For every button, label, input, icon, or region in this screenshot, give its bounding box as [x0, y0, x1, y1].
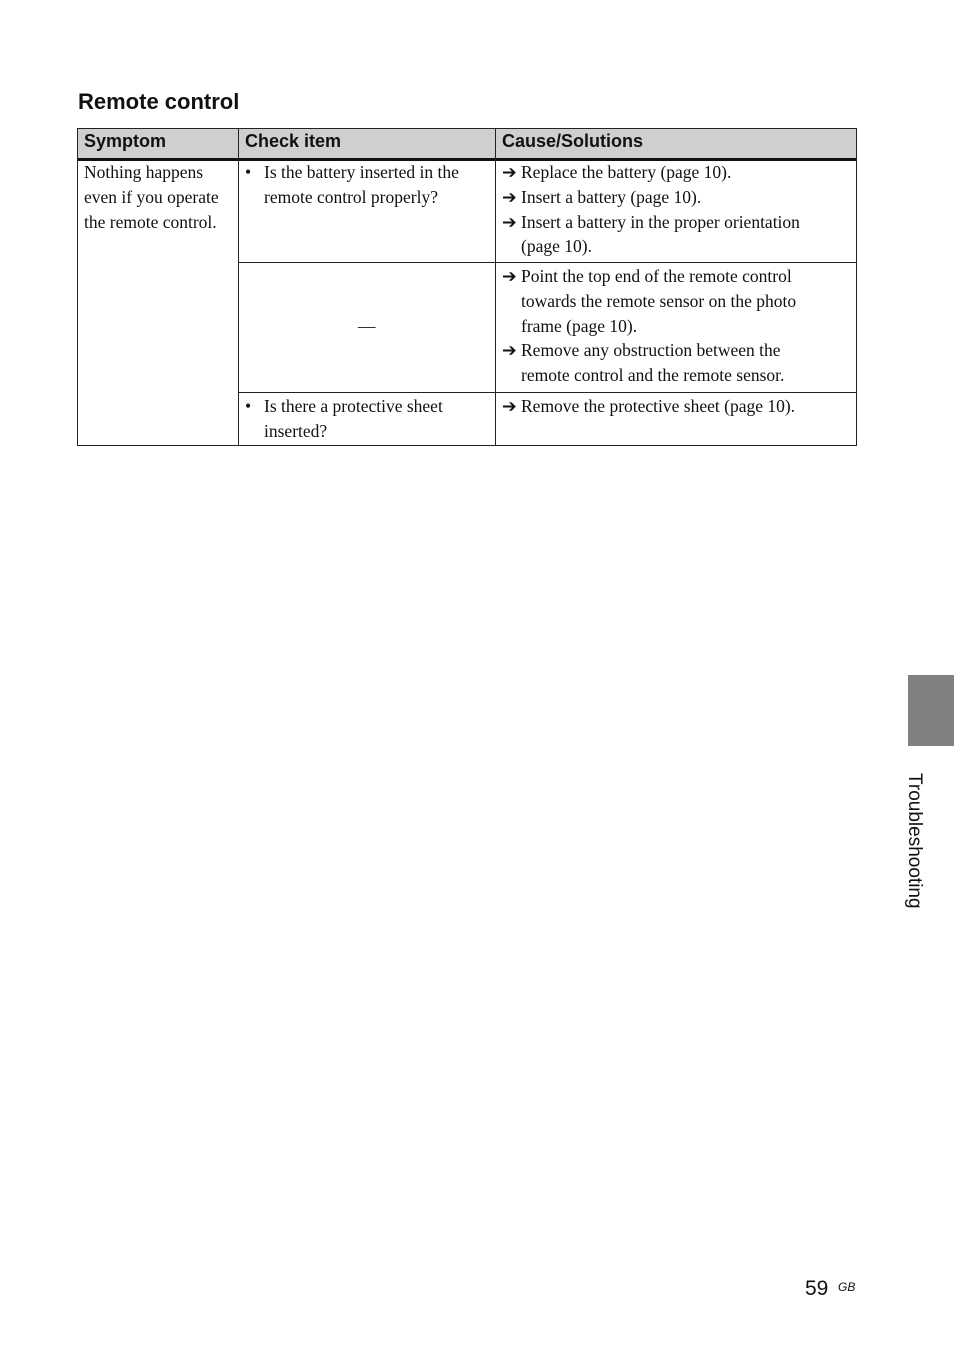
- arrow-icon: ➔: [502, 162, 517, 182]
- check-line: remote control properly?: [264, 186, 438, 207]
- arrow-icon: ➔: [502, 340, 517, 361]
- solution-line: Point the top end of the remote control: [521, 266, 792, 286]
- solution-line: (page 10).: [521, 236, 592, 257]
- solution-item: [502, 338, 796, 388]
- column-divider: [238, 129, 239, 445]
- solution-line: Remove the protective sheet (page 10).: [521, 396, 796, 416]
- check-line: Is the battery inserted in the: [264, 162, 459, 182]
- solutions-cell: [502, 160, 800, 259]
- solution-line: Replace the battery (page 10).: [521, 162, 732, 182]
- arrow-icon: ➔: [502, 211, 517, 232]
- solution-line: remote control and the remote sensor.: [521, 365, 785, 386]
- bullet-icon: •: [245, 162, 252, 182]
- solution-line: Remove any obstruction between the: [521, 340, 781, 361]
- symptom-line: the remote control.: [84, 211, 217, 232]
- solution-item: [502, 160, 800, 185]
- bullet-icon: •: [245, 396, 252, 416]
- section-title: Remote control: [78, 89, 240, 114]
- check-item-dash: —: [358, 316, 376, 336]
- solution-item: [502, 185, 800, 210]
- table-header: [78, 129, 856, 161]
- troubleshooting-table: [77, 128, 857, 446]
- chapter-label: Troubleshooting: [904, 773, 925, 909]
- header-cause-solutions: Cause/Solutions: [502, 131, 644, 151]
- arrow-icon: ➔: [502, 186, 517, 207]
- row-divider: [238, 392, 856, 393]
- solution-item: [502, 264, 796, 338]
- solutions-cell: [502, 264, 796, 388]
- solution-item: [502, 394, 795, 419]
- header-check-item: Check item: [245, 131, 342, 151]
- solution-line: frame (page 10).: [521, 315, 638, 336]
- symptom-line: even if you operate: [84, 186, 219, 207]
- check-line: Is there a protective sheet: [264, 396, 443, 416]
- solutions-cell: [502, 394, 795, 419]
- arrow-icon: ➔: [502, 396, 517, 416]
- check-item-cell: [245, 394, 443, 444]
- column-divider: [495, 129, 496, 445]
- page-number: 59: [805, 1277, 829, 1300]
- check-item-cell: [245, 160, 459, 210]
- solution-line: Insert a battery in the proper orientation: [521, 211, 800, 232]
- solution-line: Insert a battery (page 10).: [521, 186, 702, 207]
- chapter-tab-marker: [908, 675, 954, 746]
- header-symptom: Symptom: [84, 131, 167, 151]
- check-line: inserted?: [264, 420, 328, 441]
- arrow-icon: ➔: [502, 266, 517, 286]
- symptom-cell: [84, 160, 219, 234]
- solution-line: towards the remote sensor on the photo: [521, 290, 797, 311]
- symptom-line: Nothing happens: [84, 162, 204, 182]
- solution-item: [502, 210, 800, 260]
- page-suffix: GB: [838, 1280, 856, 1294]
- row-divider: [238, 262, 856, 263]
